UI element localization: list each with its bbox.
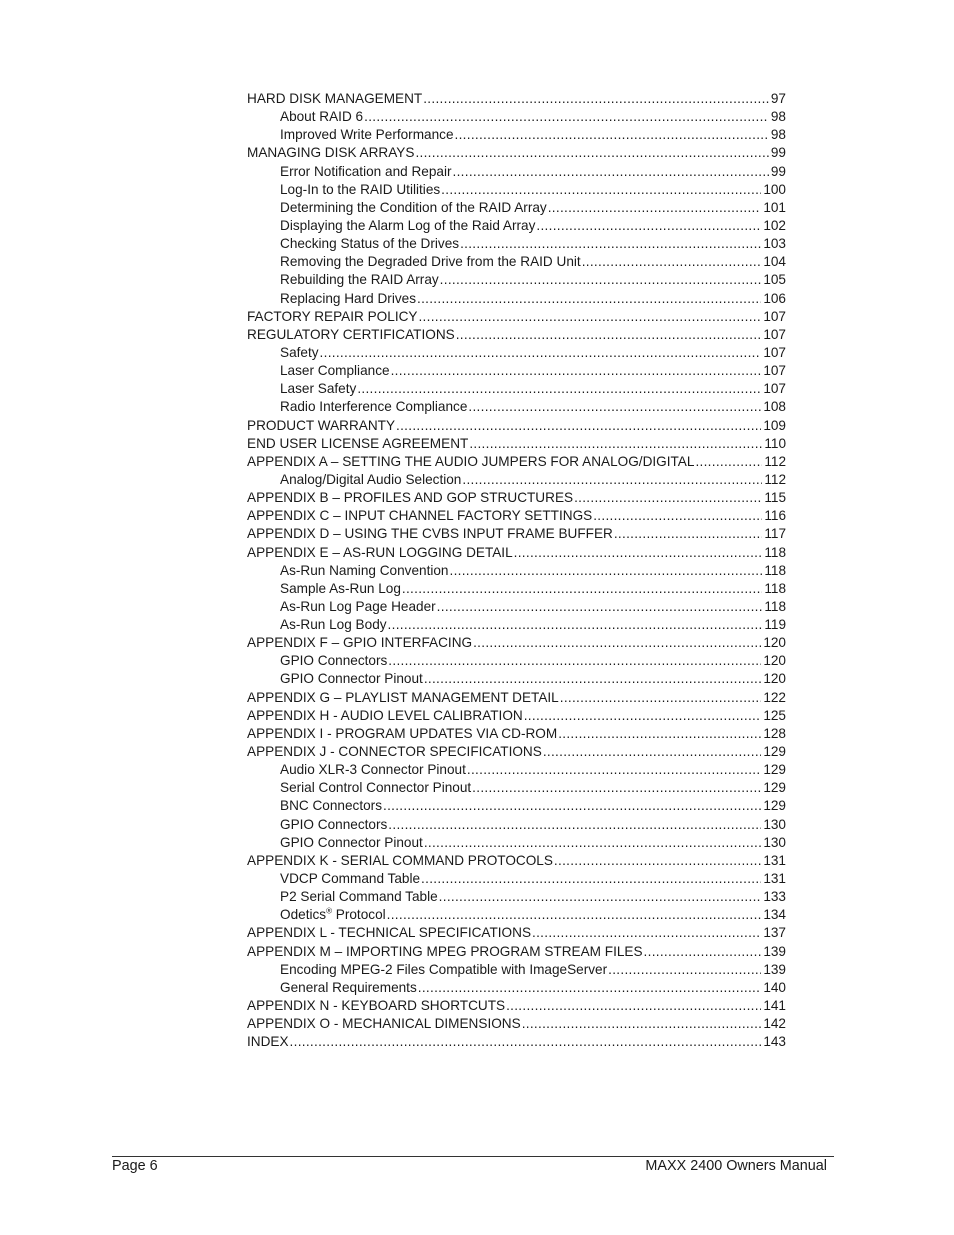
dot-leader (456, 326, 762, 344)
registered-mark: ® (326, 906, 332, 916)
toc-entry-title: Checking Status of the Drives (280, 236, 460, 252)
dot-leader (388, 652, 761, 670)
toc-entry[interactable] (247, 380, 786, 398)
dot-leader (524, 707, 762, 725)
toc-entry-title: Error Notification and Repair (280, 163, 452, 179)
toc-entry[interactable] (247, 144, 786, 162)
toc-entry-title: As-Run Log Page Header (280, 598, 436, 614)
dot-leader (695, 453, 762, 471)
dot-leader (418, 979, 762, 997)
toc-entry-page: 98 (770, 109, 786, 125)
toc-entry-page: 118 (764, 598, 786, 614)
toc-entry-title: Removing the Degraded Drive from the RAID Unit (280, 254, 581, 270)
dot-leader (536, 217, 761, 235)
toc-entry[interactable] (247, 761, 786, 779)
toc-entry-page: 142 (763, 1016, 786, 1032)
toc-entry[interactable] (247, 544, 786, 562)
dot-leader (388, 616, 763, 634)
toc-entry-page: 139 (763, 943, 786, 959)
toc-entry[interactable] (247, 979, 786, 997)
toc-entry-page: 110 (764, 435, 786, 451)
toc-entry[interactable] (247, 271, 786, 289)
toc-entry-page: 129 (763, 780, 786, 796)
dot-leader (469, 435, 762, 453)
toc-entry-title: Encoding MPEG-2 Files Compatible with ImageServer (280, 961, 608, 977)
toc-entry-title: As-Run Naming Convention (280, 562, 449, 578)
toc-entry-title: GPIO Connector Pinout (280, 834, 423, 850)
dot-leader (387, 906, 762, 924)
dot-leader (320, 344, 762, 362)
toc-entry[interactable] (247, 362, 786, 380)
toc-entry[interactable] (247, 126, 786, 144)
toc-entry[interactable] (247, 90, 786, 108)
toc-entry[interactable] (247, 1033, 786, 1051)
toc-entry[interactable] (247, 743, 786, 761)
toc-entry-page: 143 (763, 1034, 786, 1050)
toc-entry[interactable] (247, 417, 786, 435)
toc-entry[interactable] (247, 580, 786, 598)
toc-entry[interactable] (247, 489, 786, 507)
dot-leader (388, 816, 761, 834)
toc-entry-title: REGULATORY CERTIFICATIONS (247, 326, 455, 342)
toc-entry[interactable] (247, 326, 786, 344)
toc-entry[interactable] (247, 181, 786, 199)
toc-entry-page: 98 (770, 127, 786, 143)
toc-entry[interactable] (247, 725, 786, 743)
toc-entry[interactable] (247, 163, 786, 181)
toc-entry[interactable] (247, 689, 786, 707)
toc-entry[interactable] (247, 253, 786, 271)
dot-leader (560, 689, 762, 707)
toc-entry-title: APPENDIX E – AS-RUN LOGGING DETAIL (247, 544, 513, 560)
toc-entry-title-suffix: Protocol (332, 907, 386, 923)
footer-manual-title: MAXX 2400 Owners Manual (645, 1158, 827, 1174)
toc-entry[interactable] (247, 435, 786, 453)
toc-entry[interactable] (247, 816, 786, 834)
toc-entry-page: 106 (763, 290, 786, 306)
dot-leader (514, 544, 763, 562)
toc-entry[interactable] (247, 797, 786, 815)
toc-entry[interactable] (247, 598, 786, 616)
toc-entry-page: 112 (764, 471, 786, 487)
toc-entry-page: 100 (763, 181, 786, 197)
toc-entry-title: Laser Safety (280, 381, 357, 397)
toc-entry[interactable] (247, 290, 786, 308)
toc-entry-title: P2 Serial Command Table (280, 889, 438, 905)
dot-leader (396, 417, 761, 435)
toc-entry-page: 107 (763, 308, 786, 324)
toc-entry-page: 116 (764, 508, 786, 524)
toc-entry[interactable] (247, 943, 786, 961)
toc-entry-page: 107 (763, 326, 786, 342)
dot-leader (543, 743, 761, 761)
toc-entry-title: Improved Write Performance (280, 127, 454, 143)
toc-entry-title: VDCP Command Table (280, 871, 421, 887)
dot-leader (391, 362, 762, 380)
toc-entry-title: APPENDIX A – SETTING THE AUDIO JUMPERS FOR ANALOG/DIGITAL (247, 453, 695, 469)
toc-entry-page: 129 (763, 744, 786, 760)
dot-leader (522, 1015, 762, 1033)
toc-entry-title: APPENDIX M – IMPORTING MPEG PROGRAM STREAM FILES (247, 943, 643, 959)
toc-entry-page: 130 (763, 816, 786, 832)
dot-leader (421, 870, 761, 888)
dot-leader (423, 90, 769, 108)
toc-entry-page: 130 (763, 834, 786, 850)
dot-leader (364, 108, 769, 126)
toc-entry-title: APPENDIX D – USING THE CVBS INPUT FRAME BUFFER (247, 526, 613, 542)
toc-entry-page: 99 (770, 145, 786, 161)
toc-entry[interactable] (247, 634, 786, 652)
toc-entry-page: 139 (763, 961, 786, 977)
toc-entry[interactable] (247, 870, 786, 888)
toc-entry-title: Serial Control Connector Pinout (280, 780, 472, 796)
toc-entry-page: 118 (764, 580, 786, 596)
dot-leader (418, 308, 761, 326)
toc-entry[interactable] (247, 924, 786, 942)
toc-entry[interactable] (247, 616, 786, 634)
toc-entry-page: 107 (763, 344, 786, 360)
dot-leader (473, 634, 761, 652)
toc-entry-title: BNC Connectors (280, 798, 382, 814)
dot-leader (468, 398, 761, 416)
toc-entry-title: APPENDIX I - PROGRAM UPDATES VIA CD-ROM (247, 725, 558, 741)
dot-leader (290, 1033, 762, 1051)
toc-entry-title: APPENDIX K - SERIAL COMMAND PROTOCOLS (247, 852, 553, 868)
toc-entry-page: 118 (764, 544, 786, 560)
footer-page-number: Page 6 (112, 1158, 158, 1174)
toc-entry-title: APPENDIX B – PROFILES AND GOP STRUCTURES (247, 490, 574, 506)
toc-entry[interactable] (247, 888, 786, 906)
toc-entry-page: 141 (763, 998, 786, 1014)
dot-leader (424, 671, 762, 689)
toc-entry[interactable] (247, 779, 786, 797)
toc-entry-title: GPIO Connectors (280, 653, 388, 669)
toc-entry-title: About RAID 6 (280, 109, 364, 125)
toc-entry-page: 112 (764, 453, 786, 469)
toc-entry-page: 117 (764, 526, 786, 542)
toc-entry-title-text: Odetics (280, 907, 327, 923)
dot-leader (558, 725, 761, 743)
dot-leader (644, 943, 762, 961)
toc-entry[interactable] (247, 398, 786, 416)
toc-entry[interactable] (247, 671, 786, 689)
toc-entry-page: 104 (763, 254, 786, 270)
toc-entry-title: HARD DISK MANAGEMENT (247, 90, 423, 106)
dot-leader (460, 235, 761, 253)
dot-leader (582, 253, 762, 271)
dot-leader (424, 834, 762, 852)
toc-entry[interactable] (247, 453, 786, 471)
dot-leader (462, 471, 762, 489)
toc-entry-title: GPIO Connector Pinout (280, 671, 423, 687)
toc-entry-title: MANAGING DISK ARRAYS (247, 145, 415, 161)
dot-leader (402, 580, 762, 598)
toc-entry-page: 103 (763, 236, 786, 252)
toc-entry-title: Displaying the Alarm Log of the Raid Array (280, 217, 536, 233)
toc-entry[interactable] (247, 961, 786, 979)
dot-leader (415, 144, 768, 162)
toc-entry[interactable] (247, 344, 786, 362)
toc-entry-title: APPENDIX F – GPIO INTERFACING (247, 635, 473, 651)
toc-entry[interactable] (247, 471, 786, 489)
toc-entry-title: Safety (280, 344, 319, 360)
toc-entry[interactable] (247, 507, 786, 525)
dot-leader (614, 525, 762, 543)
toc-entry-page: 140 (763, 979, 786, 995)
dot-leader (467, 761, 761, 779)
toc-entry-page: 129 (763, 798, 786, 814)
toc-entry-title: Log-In to the RAID Utilities (280, 181, 441, 197)
toc-entry[interactable] (247, 199, 786, 217)
toc-entry-title: As-Run Log Body (280, 617, 387, 633)
dot-leader (417, 290, 761, 308)
toc-entry-title: Audio XLR-3 Connector Pinout (280, 762, 466, 778)
toc-entry-page: 102 (763, 217, 786, 233)
table-of-contents (247, 90, 786, 1051)
toc-entry-page: 118 (764, 562, 786, 578)
toc-entry-title: END USER LICENSE AGREEMENT (247, 435, 469, 451)
toc-entry-title: GPIO Connectors (280, 816, 388, 832)
toc-entry-page: 115 (764, 490, 786, 506)
toc-entry-title: FACTORY REPAIR POLICY (247, 308, 418, 324)
toc-entry-page: 131 (763, 852, 786, 868)
toc-entry-page: 107 (763, 381, 786, 397)
toc-entry-title: General Requirements (280, 979, 417, 995)
toc-entry-title: APPENDIX C – INPUT CHANNEL FACTORY SETTINGS (247, 508, 593, 524)
dot-leader (532, 924, 761, 942)
dot-leader (574, 489, 762, 507)
toc-entry[interactable] (247, 308, 786, 326)
toc-entry-title: Determining the Condition of the RAID Array (280, 199, 547, 215)
toc-entry[interactable] (247, 1015, 786, 1033)
toc-entry-title: APPENDIX G – PLAYLIST MANAGEMENT DETAIL (247, 689, 559, 705)
toc-entry-title: Sample As-Run Log (280, 580, 401, 596)
toc-entry-page: 120 (763, 671, 786, 687)
dot-leader (593, 507, 762, 525)
toc-entry-title: Radio Interference Compliance (280, 399, 468, 415)
toc-entry-title: APPENDIX O - MECHANICAL DIMENSIONS (247, 1016, 521, 1032)
toc-entry-title: Laser Compliance (280, 363, 390, 379)
dot-leader (441, 181, 761, 199)
toc-entry[interactable] (247, 235, 786, 253)
toc-entry-title: APPENDIX N - KEYBOARD SHORTCUTS (247, 998, 506, 1014)
toc-entry-page: 119 (764, 617, 786, 633)
dot-leader (357, 380, 761, 398)
toc-entry-page: 108 (763, 399, 786, 415)
dot-leader (437, 598, 763, 616)
dot-leader (453, 163, 769, 181)
toc-entry-page: 97 (770, 90, 786, 106)
toc-entry-title: APPENDIX L - TECHNICAL SPECIFICATIONS (247, 925, 532, 941)
toc-entry[interactable] (247, 707, 786, 725)
toc-entry-page: 99 (770, 163, 786, 179)
toc-entry-page: 134 (763, 907, 786, 923)
toc-entry-title: Replacing Hard Drives (280, 290, 416, 306)
toc-entry-title: Rebuilding the RAID Array (280, 272, 439, 288)
dot-leader (450, 562, 763, 580)
toc-entry-title (280, 906, 387, 924)
toc-entry-title: APPENDIX H - AUDIO LEVEL CALIBRATION (247, 707, 523, 723)
toc-entry-page: 107 (763, 363, 786, 379)
toc-entry-page: 120 (763, 635, 786, 651)
toc-entry-page: 137 (763, 925, 786, 941)
toc-entry-title: INDEX (247, 1034, 289, 1050)
toc-entry[interactable] (247, 652, 786, 670)
dot-leader (383, 797, 761, 815)
toc-entry[interactable] (247, 852, 786, 870)
dot-leader (440, 271, 762, 289)
toc-entry-page: 120 (763, 653, 786, 669)
dot-leader (472, 779, 761, 797)
toc-entry-title: PRODUCT WARRANTY (247, 417, 396, 433)
toc-entry-page: 125 (763, 707, 786, 723)
dot-leader (455, 126, 769, 144)
dot-leader (608, 961, 761, 979)
toc-entry-page: 105 (763, 272, 786, 288)
dot-leader (554, 852, 761, 870)
toc-entry-page: 101 (763, 199, 786, 215)
toc-entry[interactable] (247, 108, 786, 126)
toc-entry[interactable] (247, 997, 786, 1015)
toc-entry[interactable] (247, 906, 786, 924)
toc-entry-page: 122 (763, 689, 786, 705)
toc-entry-page: 129 (763, 762, 786, 778)
dot-leader (548, 199, 762, 217)
dot-leader (439, 888, 762, 906)
toc-entry-page: 128 (763, 725, 786, 741)
toc-entry[interactable] (247, 834, 786, 852)
toc-entry-page: 109 (763, 417, 786, 433)
toc-entry[interactable] (247, 525, 786, 543)
toc-entry[interactable] (247, 217, 786, 235)
toc-entry-page: 133 (763, 889, 786, 905)
toc-entry-title: Analog/Digital Audio Selection (280, 471, 462, 487)
toc-entry[interactable] (247, 562, 786, 580)
toc-entry-page: 131 (763, 871, 786, 887)
toc-entry-title: APPENDIX J - CONNECTOR SPECIFICATIONS (247, 744, 542, 760)
dot-leader (506, 997, 761, 1015)
